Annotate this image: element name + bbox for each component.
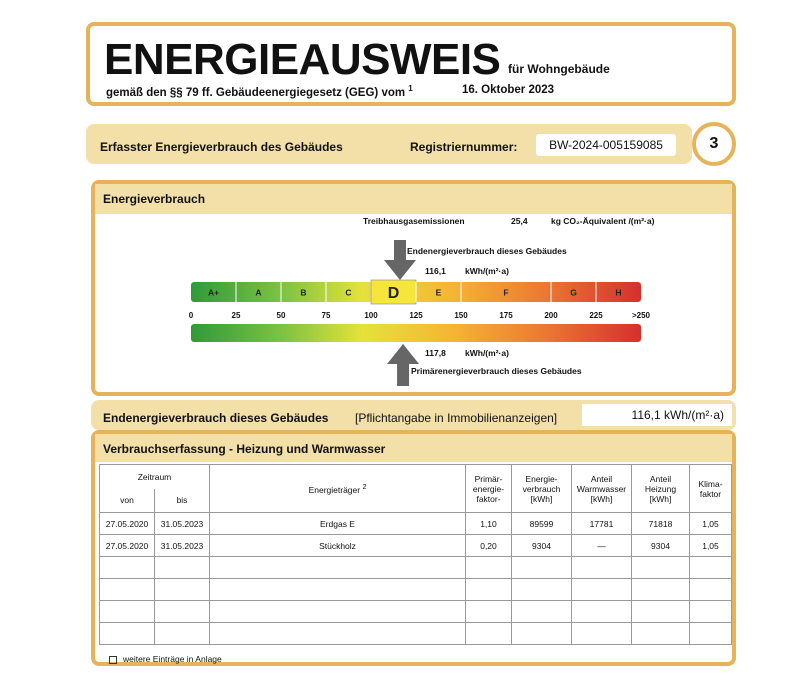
end-arrow-shaft <box>394 240 406 260</box>
law-date: 16. Oktober 2023 <box>462 84 555 96</box>
header-verbrauch-3: [kWh] <box>530 493 553 504</box>
cell-von: 27.05.2020 <box>100 513 155 535</box>
additional-entries-note <box>109 654 222 664</box>
summary-note: [Pflichtangabe in Immobilienanzeigen] <box>355 411 558 425</box>
table-row <box>100 513 732 535</box>
scale-bar-bottom <box>191 324 641 342</box>
primary-energy-unit: kWh/(m²·a) <box>465 348 509 358</box>
empty-row <box>100 623 732 645</box>
tick-label: 75 <box>321 311 331 320</box>
ghg-label: Treibhausgasemissionen <box>363 216 465 226</box>
section-label: Erfasster Energieverbrauch des Gebäudes <box>100 140 343 154</box>
header-energietraeger-sup: 2 <box>362 482 367 491</box>
cell-traeger: Stückholz <box>210 535 466 557</box>
table-row <box>100 535 732 557</box>
energy-section-title: Energieverbrauch <box>103 192 206 206</box>
header-verbrauch-1: Energie- <box>525 473 558 484</box>
end-energy-label: Endenergieverbrauch dieses Gebäudes <box>407 246 567 256</box>
header-primaer-1: Primär- <box>474 473 503 484</box>
law-reference <box>106 84 413 99</box>
cell-bis: 31.05.2023 <box>155 535 210 557</box>
header-klima <box>690 465 732 513</box>
registration-header <box>86 124 692 164</box>
class-label-B: B <box>300 287 307 298</box>
cell-faktor: 0,20 <box>466 535 512 557</box>
registration-number: BW-2024-005159085 <box>536 134 676 156</box>
cell-bis: 31.05.2023 <box>155 513 210 535</box>
class-label-E: E <box>435 287 442 298</box>
registration-label: Registriernummer: <box>410 140 518 154</box>
header-warmwasser-3: [kWh] <box>590 493 613 504</box>
class-label-A: A <box>255 287 262 298</box>
summary-value: 116,1 kWh/(m²·a) <box>582 404 732 426</box>
checkbox[interactable] <box>109 656 117 664</box>
energy-scale <box>95 184 732 392</box>
header-verbrauch <box>512 465 572 513</box>
cell-heizung: 9304 <box>632 535 690 557</box>
header-primaer-3: faktor- <box>476 493 501 504</box>
consumption-section <box>91 430 736 666</box>
header-klima-2: faktor <box>699 488 722 499</box>
cell-verbrauch: 9304 <box>512 535 572 557</box>
consumption-title: Verbrauchserfassung - Heizung und Warmwasser <box>103 442 386 456</box>
end-energy-value: 116,1 <box>425 266 446 276</box>
cell-verbrauch: 89599 <box>512 513 572 535</box>
title-subtitle: für Wohngebäude <box>508 62 610 76</box>
prim-arrow-head <box>387 344 419 364</box>
consumption-title-bar <box>95 434 732 462</box>
header-klima-1: Klima- <box>698 478 723 489</box>
header-energietraeger-text: Energieträger <box>308 484 361 495</box>
header-energietraeger <box>210 465 466 513</box>
cell-heizung: 71818 <box>632 513 690 535</box>
cell-warmwasser: — <box>572 535 632 557</box>
cell-klima: 1,05 <box>690 535 732 557</box>
tick-label: 25 <box>231 311 241 320</box>
tick-label: 125 <box>409 311 423 320</box>
empty-row <box>100 557 732 579</box>
empty-row <box>100 579 732 601</box>
class-label-G: G <box>570 287 577 298</box>
ghg-value: 25,4 <box>511 216 528 226</box>
class-label-D: D <box>387 285 400 302</box>
primary-energy-label: Primärenergieverbrauch dieses Gebäudes <box>411 366 582 376</box>
tick-label: 200 <box>544 311 558 320</box>
energy-consumption-section <box>91 180 736 396</box>
tick-label: 0 <box>188 311 194 320</box>
header-verbrauch-2: verbrauch <box>522 483 561 494</box>
header-heizung-1: Anteil <box>649 473 672 484</box>
title-box <box>86 22 736 106</box>
tick-label: 50 <box>276 311 286 320</box>
tick-label: 150 <box>454 311 468 320</box>
cell-von: 27.05.2020 <box>100 535 155 557</box>
end-arrow-head <box>384 260 416 280</box>
cell-traeger: Erdgas E <box>210 513 466 535</box>
header-primaer <box>466 465 512 513</box>
page-number: 3 <box>692 122 736 166</box>
header-heizung <box>632 465 690 513</box>
law-text: gemäß den §§ 79 ff. Gebäudeenergiegesetz (GEG) vom <box>106 86 406 99</box>
tick-label: 225 <box>589 311 603 320</box>
tick-label: 100 <box>364 311 378 320</box>
law-footnote: 1 <box>408 84 413 93</box>
page-title: ENERGIEAUSWEIS <box>104 35 501 84</box>
consumption-table <box>99 464 732 645</box>
end-energy-unit: kWh/(m²·a) <box>465 266 509 276</box>
tick-label: >250 <box>631 311 651 320</box>
class-label-H: H <box>615 287 622 298</box>
ghg-unit: kg CO₂-Äquivalent /(m²·a) <box>551 216 655 226</box>
summary-label: Endenergieverbrauch dieses Gebäudes <box>103 411 329 425</box>
class-label-C: C <box>345 287 352 298</box>
header-heizung-3: [kWh] <box>649 493 672 504</box>
tick-label: 175 <box>499 311 513 320</box>
header-warmwasser <box>572 465 632 513</box>
header-primaer-2: energie- <box>472 483 505 494</box>
header-warmwasser-1: Anteil <box>590 473 613 484</box>
class-label-F: F <box>503 287 509 298</box>
cell-faktor: 1,10 <box>466 513 512 535</box>
prim-arrow-shaft <box>397 364 409 386</box>
header-warmwasser-2: Warmwasser <box>576 483 627 494</box>
end-energy-summary <box>91 400 736 430</box>
empty-row <box>100 601 732 623</box>
class-label-A+: A+ <box>207 287 220 298</box>
cell-warmwasser: 17781 <box>572 513 632 535</box>
primary-energy-value: 117,8 <box>425 348 446 358</box>
cell-klima: 1,05 <box>690 513 732 535</box>
header-zeitraum: Zeitraum <box>100 465 210 489</box>
header-heizung-2: Heizung <box>644 483 677 494</box>
header-von: von <box>100 489 155 513</box>
additional-entries-label: weitere Einträge in Anlage <box>123 654 222 664</box>
header-bis: bis <box>155 489 210 513</box>
